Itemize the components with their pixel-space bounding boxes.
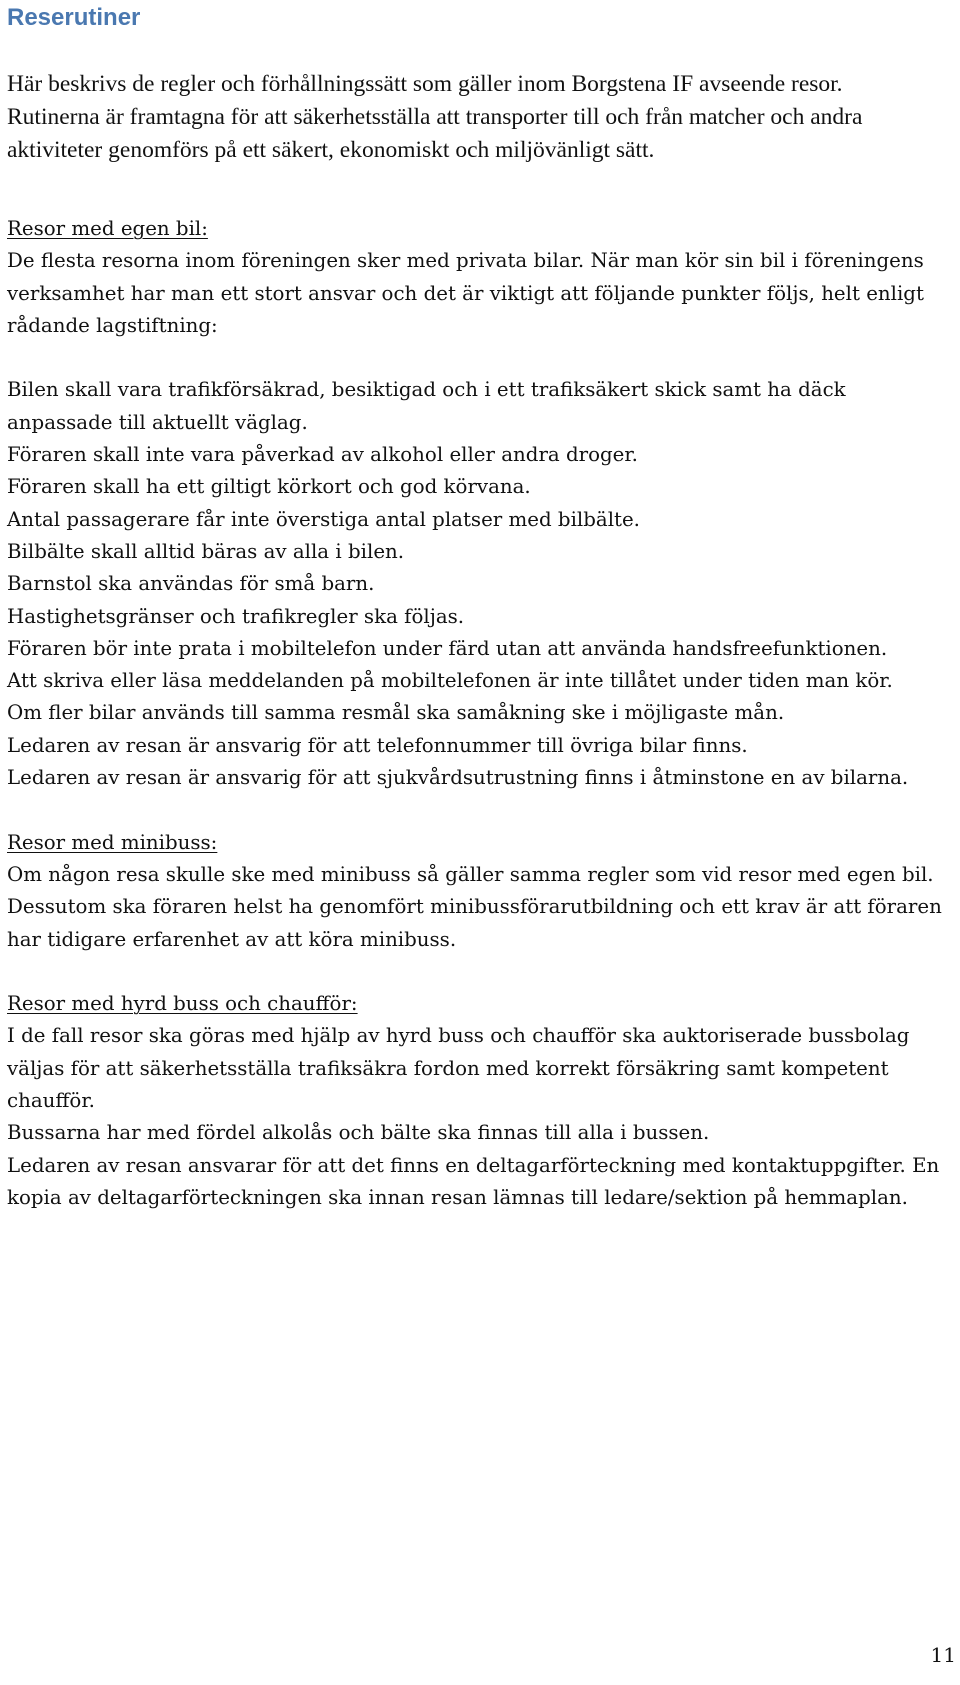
- paragraph-spacer: [7, 956, 957, 988]
- rule-item: Föraren bör inte prata i mobiltelefon under färd utan att använda handsfreefunktionen.: [7, 636, 888, 660]
- rule-item: Om någon resa skulle ske med minibuss så gäller samma regler som vid resor med egen bil.: [7, 862, 934, 886]
- rule-item: Bilen skall vara trafikförsäkrad, besiktigad och i ett trafiksäkert skick samt ha däck anpassade till aktuellt väglag.: [7, 378, 846, 434]
- section-heading-minibuss: Resor med minibuss:: [7, 830, 218, 854]
- rule-item: Dessutom ska föraren helst ha genomfört minibussförarutbildning och ett krav är att föraren har tidigare erfarenhet av att köra minibuss.: [7, 895, 942, 951]
- rule-item: Ledaren av resan är ansvarig för att telefonnummer till övriga bilar finns.: [7, 733, 748, 757]
- document-title: Reserutiner: [7, 4, 141, 31]
- rule-item: I de fall resor ska göras med hjälp av hyrd buss och chaufför ska auktoriserade bussbolag väljas för att säkerhetsställa trafiksäkra fordon med korrekt försäkring samt kompetent chaufför.: [7, 1024, 910, 1113]
- rule-item: Bilbälte skall alltid bäras av alla i bilen.: [7, 539, 405, 563]
- rule-item: Ledaren av resan ansvarar för att det finns en deltagarförteckning med kontaktuppgifter. En kopia av deltagarförteckningen ska innan resan lämnas till ledare/sektion på hemmaplan.: [7, 1153, 940, 1209]
- rule-item: Antal passagerare får inte överstiga antal platser med bilbälte.: [7, 507, 640, 531]
- paragraph-spacer: [7, 342, 957, 374]
- rule-item: Bussarna har med fördel alkolås och bälte ska finnas till alla i bussen.: [7, 1121, 710, 1145]
- page-number: 11: [930, 1643, 956, 1667]
- rule-item: Barnstol ska användas för små barn.: [7, 572, 375, 596]
- rule-item: Hastighetsgränser och trafikregler ska följas.: [7, 604, 465, 628]
- intro-paragraph: Här beskrivs de regler och förhållningssätt som gäller inom Borgstena IF avseende resor. Rutinerna är framtagna för att säkerhetsställa att transporter till och från matcher och andra aktiviteter genomförs på ett säkert, ekonomiskt och miljövänligt sätt.: [7, 71, 863, 163]
- document-body: [7, 213, 957, 1214]
- section-lead-egen-bil: De flesta resorna inom föreningen sker med privata bilar. När man kör sin bil i föreningens verksamhet har man ett stort ansvar och det är viktigt att följande punkter följs, helt enligt rådande lagstiftning:: [7, 249, 924, 337]
- rule-item: Att skriva eller läsa meddelanden på mobiltelefonen är inte tillåtet under tiden man kör.: [7, 669, 893, 693]
- section-heading-hyrd-buss: Resor med hyrd buss och chaufför:: [7, 992, 358, 1016]
- section-heading-egen-bil: Resor med egen bil:: [7, 217, 208, 240]
- rule-item: Ledaren av resan är ansvarig för att sjukvårdsutrustning finns i åtminstone en av bilarna.: [7, 766, 909, 790]
- rule-item: Föraren skall ha ett giltigt körkort och god körvana.: [7, 475, 531, 499]
- paragraph-spacer: [7, 794, 957, 826]
- rule-item: Om fler bilar används till samma resmål ska samåkning ske i möjligaste mån.: [7, 701, 785, 725]
- rule-item: Föraren skall inte vara påverkad av alkohol eller andra droger.: [7, 443, 638, 467]
